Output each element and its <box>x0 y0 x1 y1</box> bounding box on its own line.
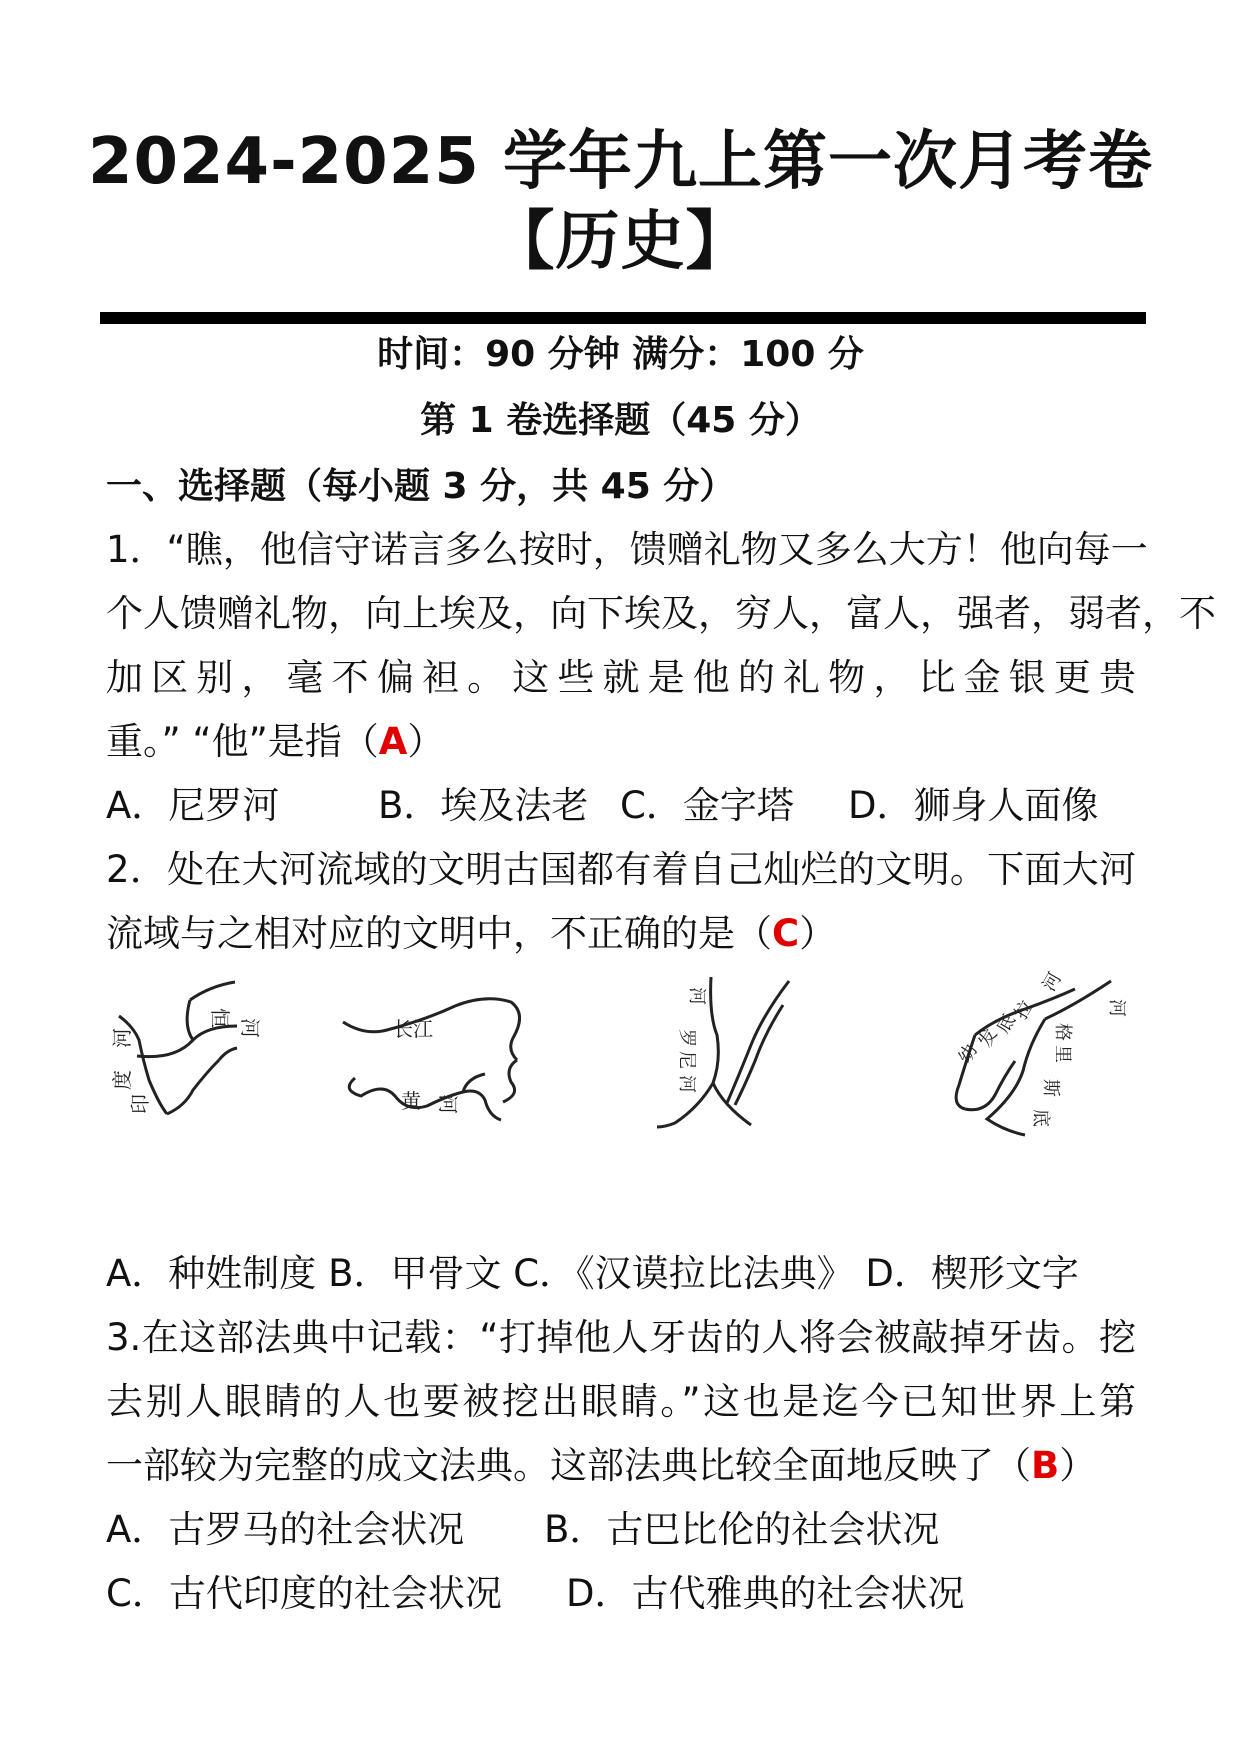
q1-options <box>106 778 1099 834</box>
map4-label-8: 斯 <box>1040 1079 1061 1097</box>
q3-answer: B <box>1031 1444 1060 1487</box>
q3-option-c: C．古代印度的社会状况 <box>106 1572 502 1615</box>
q2-answer: C <box>772 912 800 955</box>
q3-bracket-close: ） <box>1059 1444 1097 1487</box>
q1-line-4 <box>106 714 444 770</box>
map-china-rivers <box>335 978 535 1138</box>
map4-label-1: 河 <box>1038 968 1066 995</box>
q2-option-d: D．楔形文字 <box>865 1252 1079 1295</box>
q2-option-a: A．种姓制度 <box>106 1252 317 1295</box>
map3-label-3: 尼 <box>676 1051 697 1069</box>
q3-line-2: 去别人眼睛的人也要被挖出眼睛。”这也是迄今已知世界上第 <box>106 1380 1136 1423</box>
map2-label-3: 河 <box>436 1094 460 1114</box>
q1-line-1: 1．“瞧，他信守诺言多么按时，馈赠礼物又多么大方！他向每一 <box>106 528 1148 571</box>
map4-label-9: 河 <box>1106 999 1127 1017</box>
title-divider <box>100 312 1146 324</box>
q1-option-a: A．尼罗河 <box>106 784 280 827</box>
q1-bracket-close: ） <box>407 720 445 763</box>
q1-stem-end: 重。” “他”是指（ <box>106 720 379 763</box>
map4-label-4: 发 <box>974 1024 1002 1051</box>
q1-line-3: 加区别，毫不偏袒。这些就是他的礼物，比金银更贵 <box>106 656 1136 699</box>
map-mesopotamia-rivers <box>935 968 1135 1145</box>
map4-label-6: 格 <box>1052 1023 1073 1041</box>
q1-option-c: C．金字塔 <box>620 784 794 827</box>
map2-label-2: 黄 <box>401 1089 421 1113</box>
map1-label-1: 河 <box>238 1018 262 1038</box>
map1-label-3: 河 <box>110 1028 134 1048</box>
q2-stem-end: 流域与之相对应的文明中，不正确的是（ <box>106 912 772 955</box>
map2-label-1: 长江 <box>393 1017 433 1041</box>
q2-option-b: B．甲骨文 <box>328 1252 502 1295</box>
map4-label-2: 拉 <box>1010 996 1038 1023</box>
q3-option-b: B．古巴比伦的社会状况 <box>544 1508 940 1551</box>
map3-label-2: 罗 <box>676 1029 697 1047</box>
q3-options-row-2 <box>106 1566 965 1622</box>
q2-line-2 <box>106 906 836 962</box>
q2-option-c: C．《汉谟拉比法典》 <box>513 1252 854 1295</box>
section-heading: 一、选择题（每小题 3 分，共 45 分） <box>106 466 736 507</box>
map4-label-3: 底 <box>992 1010 1020 1037</box>
map4-label-5: 幼 <box>954 1040 982 1067</box>
q3-option-d: D．古代雅典的社会状况 <box>566 1572 965 1615</box>
map1-label-4: 印 <box>128 1094 152 1114</box>
q1-line-2: 个人馈赠礼物，向上埃及，向下埃及，穷人，富人，强者，弱者，不 <box>106 592 1216 635</box>
q2-options <box>106 1246 1079 1302</box>
q2-line-1: 2．处在大河流域的文明古国都有着自己灿烂的文明。下面大河 <box>106 848 1136 891</box>
subject-title: 【历史】 <box>490 205 751 279</box>
q1-option-d: D．狮身人面像 <box>848 784 1099 827</box>
map1-label-5: 度 <box>110 1070 134 1090</box>
q3-stem-end: 一部较为完整的成文法典。这部法典比较全面地反映了（ <box>106 1444 1031 1487</box>
map4-label-7: 里 <box>1052 1045 1073 1063</box>
map-india-rivers <box>110 978 275 1128</box>
q1-answer: A <box>378 720 408 763</box>
time-and-score: 时间：90 分钟 满分：100 分 <box>377 334 864 375</box>
map3-label-4: 河 <box>676 1075 697 1093</box>
map-nile-river <box>655 975 805 1135</box>
q2-bracket-close: ） <box>799 912 837 955</box>
q1-option-b: B．埃及法老 <box>378 784 589 827</box>
q3-line-1: 3.在这部法典中记载：“打掉他人牙齿的人将会被敲掉牙齿。挖 <box>106 1316 1136 1359</box>
q3-line-3 <box>106 1438 1096 1494</box>
map1-label-2: 恒 <box>208 1008 232 1028</box>
map3-label-1: 河 <box>686 987 707 1005</box>
exam-title: 2024-2025 学年九上第一次月考卷 <box>87 125 1154 199</box>
volume-heading: 第 1 卷选择题（45 分） <box>420 400 821 441</box>
map4-label-10: 底 <box>1030 1109 1051 1127</box>
q3-options-row-1 <box>106 1502 939 1558</box>
q3-option-a: A．古罗马的社会状况 <box>106 1508 465 1551</box>
